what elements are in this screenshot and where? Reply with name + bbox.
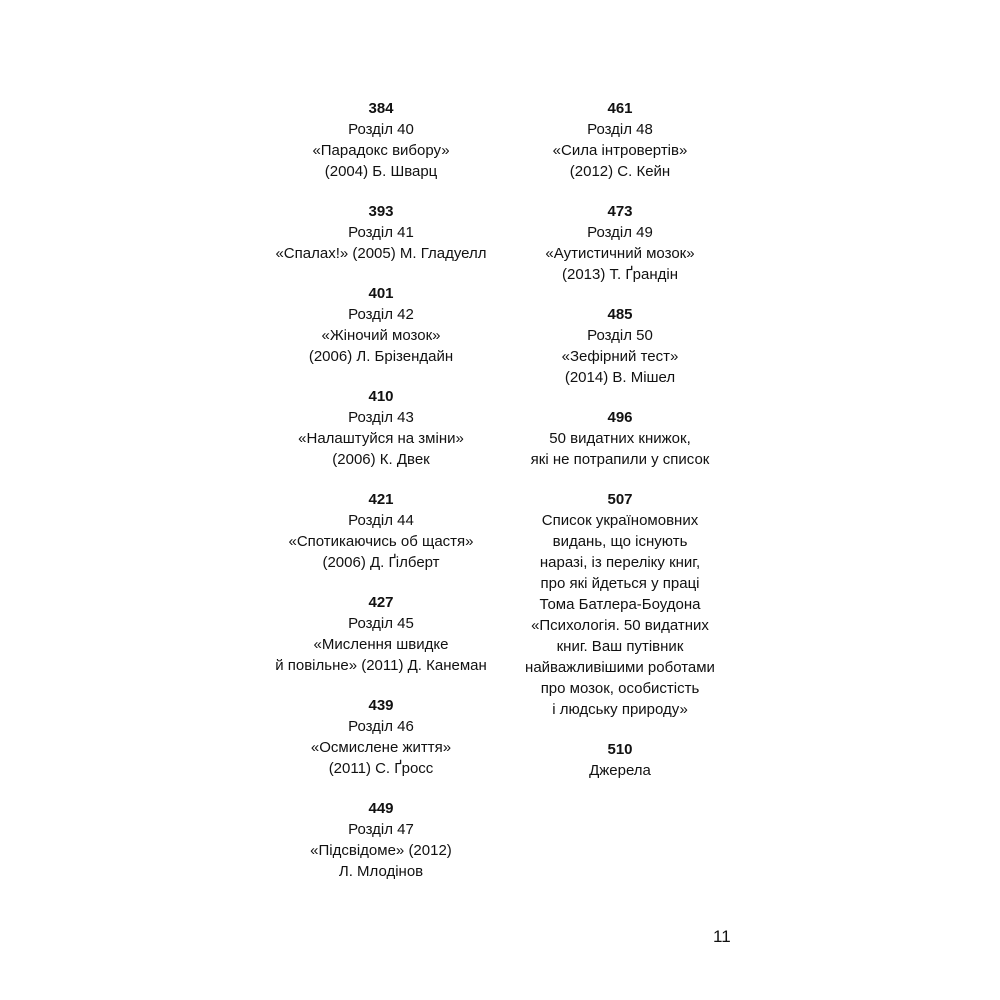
toc-entry-line: (2004) Б. Шварц	[324, 163, 438, 180]
toc-entry-line: (2014) В. Мішел	[564, 369, 676, 386]
toc-entry-page: 384	[368, 100, 394, 117]
toc-entry-line: «Налаштуйся на зміни»	[298, 430, 464, 447]
toc-entry-page: 427	[368, 594, 394, 611]
toc-entry-line: і людську природу»	[552, 701, 688, 718]
toc-entry-line: наразі, із переліку книг,	[539, 554, 701, 571]
toc-entry-line: «Сила інтровертів»	[552, 142, 688, 159]
toc-entry-line: Розділ 50	[587, 327, 653, 344]
toc-entry-line: «Мислення швидке	[313, 636, 449, 653]
toc-entry-page: 393	[368, 203, 394, 220]
toc-entry-line: «Жіночий мозок»	[321, 327, 441, 344]
toc-entry-line: Розділ 41	[348, 224, 414, 241]
toc-entry-line: Джерела	[589, 762, 651, 779]
toc-entry	[495, 739, 745, 781]
toc-entry-line: «Осмислене життя»	[310, 739, 452, 756]
toc-entry-line: Список україномовних	[541, 512, 699, 529]
toc-entry-line: які не потрапили у список	[530, 451, 710, 468]
toc-entry-line: книг. Ваш путівник	[556, 638, 684, 655]
toc-entry	[256, 798, 506, 882]
toc-entry-line: (2013) Т. Ґрандін	[561, 266, 679, 283]
toc-entry-line: (2012) С. Кейн	[569, 163, 671, 180]
toc-entry-line: «Спотикаючись об щастя»	[288, 533, 474, 550]
toc-entry-line: «Зефірний тест»	[561, 348, 679, 365]
toc-entry-page: 421	[368, 491, 394, 508]
toc-entry-line: видань, що існують	[552, 533, 688, 550]
toc-entry-line: Розділ 46	[348, 718, 414, 735]
toc-entry	[256, 489, 506, 573]
toc-right-column	[495, 98, 745, 800]
toc-entry	[495, 304, 745, 388]
toc-entry-page: 449	[368, 800, 394, 817]
toc-entry-page: 496	[607, 409, 633, 426]
toc-entry-page: 401	[368, 285, 394, 302]
page-number: 11	[713, 927, 731, 946]
toc-entry-page: 507	[607, 491, 633, 508]
toc-entry	[256, 98, 506, 182]
toc-entry-line: про мозок, особистість	[540, 680, 700, 697]
toc-entry	[495, 201, 745, 285]
toc-entry-line: й повільне» (2011) Д. Канеман	[275, 657, 487, 674]
toc-entry	[256, 201, 506, 264]
toc-entry-line: «Спалах!» (2005) М. Гладуелл	[275, 245, 487, 262]
toc-entry	[256, 386, 506, 470]
toc-entry	[256, 592, 506, 676]
toc-entry	[256, 695, 506, 779]
toc-left-column	[256, 98, 506, 901]
toc-entry-page: 461	[607, 100, 633, 117]
toc-entry-line: Розділ 42	[348, 306, 414, 323]
toc-entry-page: 510	[607, 741, 633, 758]
toc-entry-line: (2011) С. Ґросс	[328, 760, 434, 777]
toc-entry-line: Розділ 49	[587, 224, 653, 241]
toc-entry-line: Розділ 47	[348, 821, 414, 838]
toc-entry-line: Л. Млодінов	[338, 863, 424, 880]
toc-entry-line: Розділ 48	[587, 121, 653, 138]
toc-entry-line: Розділ 45	[348, 615, 414, 632]
toc-entry-line: Розділ 44	[348, 512, 414, 529]
toc-entry-line: (2006) Д. Ґілберт	[322, 554, 440, 571]
toc-entry-line: (2006) К. Двек	[332, 451, 430, 468]
toc-entry-line: «Психологія. 50 видатних	[531, 617, 709, 634]
toc-entry-page: 410	[368, 388, 394, 405]
toc-entry-line: «Аутистичний мозок»	[545, 245, 695, 262]
toc-entry-line: про які йдеться у праці	[540, 575, 700, 592]
toc-entry-line: 50 видатних книжок,	[549, 430, 691, 447]
toc-entry-line: «Підсвідоме» (2012)	[310, 842, 452, 859]
toc-entry	[495, 98, 745, 182]
toc-entry	[495, 407, 745, 470]
toc-entry	[495, 489, 745, 720]
toc-entry-page: 473	[607, 203, 633, 220]
toc-entry-line: найважливішими роботами	[525, 659, 715, 676]
toc-entry-line: (2006) Л. Брізендайн	[308, 348, 454, 365]
toc-entry-line: Розділ 40	[348, 121, 414, 138]
toc-entry-line: «Парадокс вибору»	[312, 142, 450, 159]
toc-entry-line: Тома Батлера-Боудона	[539, 596, 701, 613]
toc-entry-line: Розділ 43	[348, 409, 414, 426]
toc-entry-page: 439	[368, 697, 394, 714]
toc-entry	[256, 283, 506, 367]
toc-entry-page: 485	[607, 306, 633, 323]
